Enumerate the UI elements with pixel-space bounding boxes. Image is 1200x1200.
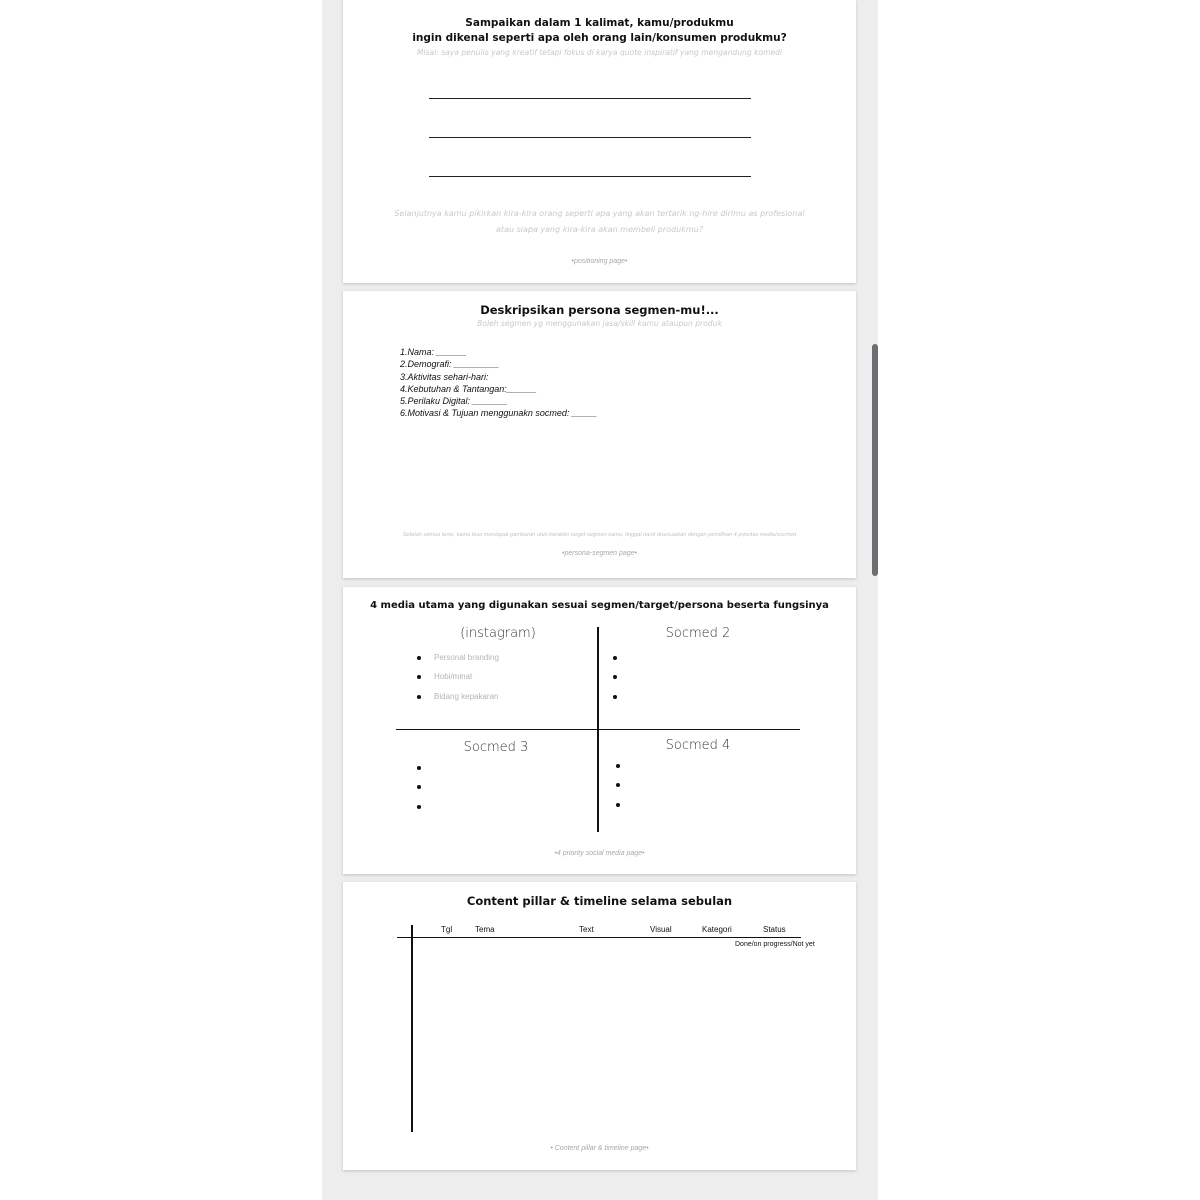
bullet-text: Hobi/minat (434, 672, 473, 681)
field-nama[interactable]: 1.Nama: ______ (400, 347, 467, 357)
field-motivasi[interactable]: 6.Motivasi & Tujuan menggunakn socmed: _____ (400, 408, 597, 419)
bullet-dot (417, 695, 421, 699)
summary-note: Setelah semua terisi, kamu bisa mendapat gambaran utuh karakter target segmen kamu, tinggal nanti disesuaikan dengan pemilihan 4 prioritas media/socmed (402, 532, 797, 538)
page-footer: • Content pillar & timeline page• (550, 1145, 649, 1152)
status-options-note: Done/on progress/Not yet (735, 941, 815, 948)
page-persona (343, 291, 856, 578)
page-title: 4 media utama yang digunakan sesuai segmen/target/persona beserta fungsinya (370, 600, 829, 611)
column-status: Status (763, 925, 786, 934)
quadrant-divider-horizontal (396, 729, 800, 730)
field-kebutuhan[interactable]: 4.Kebutuhan & Tantangan:______ (400, 383, 537, 394)
example-hint: Misal: saya penulis yang kreatif tetapi fokus di karya quote inspiratif yang mengandung komedi (416, 48, 783, 57)
column-visual: Visual (650, 925, 672, 934)
table-date-rule (411, 925, 413, 1132)
bullet-dot (613, 675, 617, 679)
field-demografi[interactable]: 2.Demografi: _________ (400, 359, 500, 370)
bullet-dot (613, 656, 617, 660)
bullet-text: Personal branding (434, 653, 499, 662)
bullet-text: Bidang kepakaran (434, 692, 499, 701)
page-positioning (343, 0, 856, 283)
page-title-line-1: Sampaikan dalam 1 kalimat, kamu/produkmu (465, 17, 734, 29)
page-footer: •positioning page• (571, 258, 628, 265)
page-social-media (343, 587, 856, 874)
field-aktivitas[interactable]: 3.Aktivitas sehari-hari: (400, 371, 489, 382)
field-perilaku-digital[interactable]: 5.Perilaku Digital: _______ (400, 396, 508, 407)
bullet-dot (616, 783, 620, 787)
bullet-dot (417, 675, 421, 679)
bullet-dot (613, 695, 617, 699)
quadrant-title-socmed-2: Socmed 2 (665, 626, 731, 641)
answer-line-2[interactable] (429, 137, 751, 138)
column-text: Text (579, 925, 594, 934)
quadrant-title-instagram: (instagram) (460, 626, 536, 641)
column-kategori: Kategori (702, 925, 732, 934)
scrollbar-thumb[interactable] (872, 344, 878, 576)
bullet-dot (417, 766, 421, 770)
page-title: Content pillar & timeline selama sebulan (466, 894, 733, 908)
answer-line-1[interactable] (429, 98, 751, 99)
column-tgl: Tgl (441, 925, 453, 934)
page-footer: •persona-segmen page• (562, 550, 637, 557)
page-content-pillar (343, 882, 856, 1170)
bullet-dot (616, 803, 620, 807)
bullet-dot (417, 805, 421, 809)
page-footer: •4 priority social media page• (554, 850, 645, 857)
answer-line-3[interactable] (429, 176, 751, 177)
quadrant-title-socmed-4: Socmed 4 (665, 738, 731, 753)
column-tema: Tema (475, 925, 495, 934)
follow-up-note-line-1: Selanjutnya kamu pikirkan kira-kira orang seperti apa yang akan tertarik ng-hire dirimu as profesional (394, 209, 805, 218)
quadrant-title-socmed-3: Socmed 3 (463, 740, 529, 755)
subtitle-hint: Boleh segmen yg menggunakan jasa/skill kamu ataupun produk (477, 319, 722, 328)
page-title: Deskripsikan persona segmen-mu!... (480, 303, 719, 317)
table-header-rule (397, 937, 801, 938)
follow-up-note-line-2: atau siapa yang kira-kira akan membeli produkmu? (496, 225, 703, 234)
bullet-dot (417, 785, 421, 789)
persona-fields-list (400, 346, 597, 420)
page-title-line-2: ingin dikenal seperti apa oleh orang lain/konsumen produkmu? (412, 32, 787, 44)
bullet-dot (616, 764, 620, 768)
bullet-dot (417, 656, 421, 660)
